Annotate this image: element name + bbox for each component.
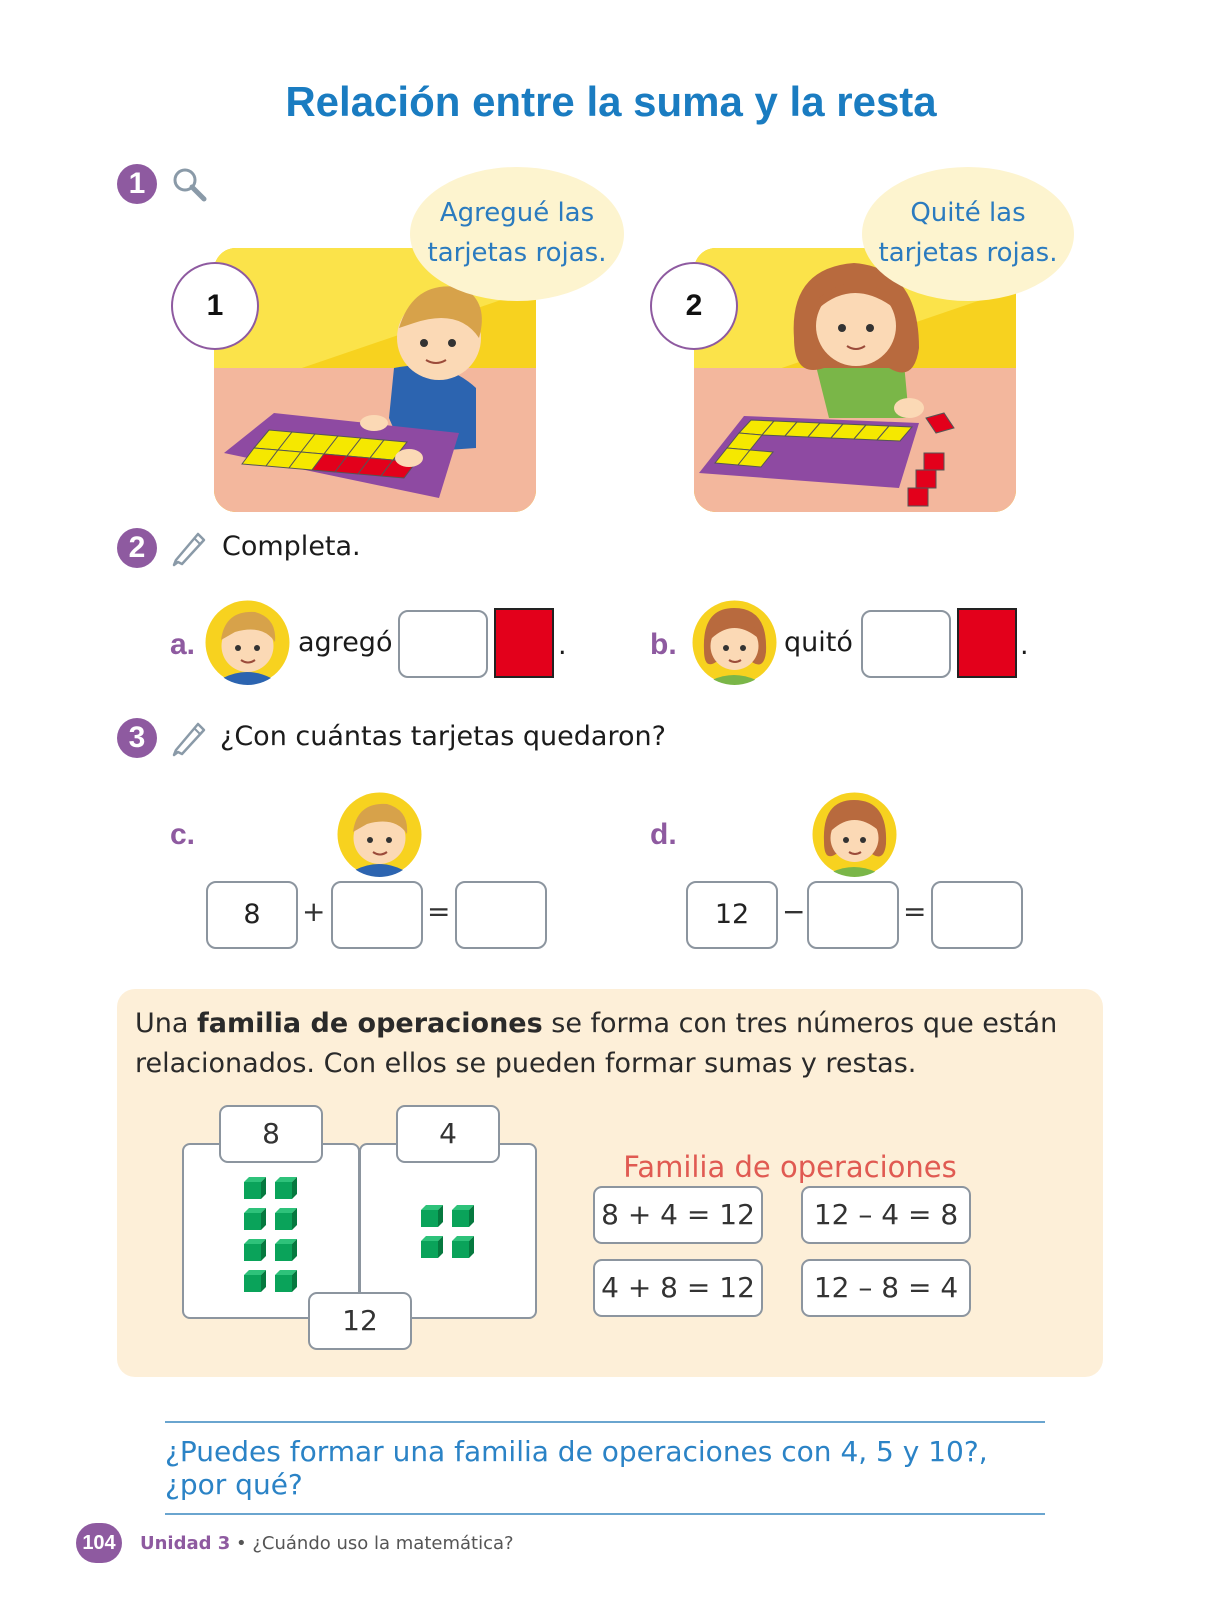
boy-face-avatar [205,600,290,685]
speech-bubble-girl [862,167,1074,301]
number-tab-right: 4 [396,1105,500,1163]
cube-icon [275,1208,297,1230]
reflection-question: ¿Puedes formar una familia de operaciones con 4, 5 y 10?, ¿por qué? [165,1421,1045,1515]
footer-unit: Unidad 3 [140,1533,231,1554]
info-text-after: se forma con tres números que están relacionados. Con ellos se pueden formar sumas y restas. [135,1008,1058,1079]
page-title: Relación entre la suma y la resta [285,78,937,125]
answer-box-d-second[interactable] [807,881,899,949]
red-card-icon [494,608,554,678]
cube-icon [244,1270,266,1292]
footer-subtitle: ¿Cuándo uso la matemática? [252,1533,514,1554]
minus-operator: − [782,895,806,928]
number-tab-left: 8 [219,1105,323,1163]
speech-line-2: tarjetas rojas. [427,238,607,268]
item-d-letter: d. [650,818,677,851]
girl-face-avatar [812,792,897,877]
red-card-icon [957,608,1017,678]
answer-box-c-second[interactable] [331,881,423,949]
equals-operator: = [427,895,451,928]
section-3-question: ¿Con cuántas tarjetas quedaron? [220,721,666,752]
cube-icon [452,1236,474,1258]
plus-operator: + [302,895,326,928]
item-b-verb: quitó [784,627,853,658]
info-definition [135,1004,1085,1084]
item-b-letter: b. [650,628,677,661]
answer-box-a[interactable] [398,610,488,678]
scene-1-number: 1 [171,262,259,350]
answer-box-b[interactable] [861,610,951,678]
family-title: Familia de operaciones [623,1150,957,1184]
cube-icon [244,1177,266,1199]
section-1-badge: 1 [117,164,157,204]
answer-box-c-result[interactable] [455,881,547,949]
speech-line-1: Quité las [910,198,1026,228]
speech-line-2: tarjetas rojas. [878,238,1058,268]
equation-box: 12 – 4 = 8 [801,1186,971,1244]
info-text-bold: familia de operaciones [197,1008,543,1039]
footer-separator: • [230,1533,253,1554]
cube-icon [275,1239,297,1261]
item-b-period: . [1020,630,1029,661]
answer-box-d-result[interactable] [931,881,1023,949]
scene-2-number: 2 [650,262,738,350]
cube-icon [275,1270,297,1292]
item-a-period: . [558,630,567,661]
magnifier-icon [170,165,210,205]
item-a-letter: a. [170,628,196,661]
equation-box: 8 + 4 = 12 [593,1186,763,1244]
page-number: 104 [76,1523,122,1563]
pencil-icon [170,528,210,568]
pencil-icon [170,718,210,758]
section-3-badge: 3 [117,718,157,758]
cube-icon [275,1177,297,1199]
footer-text [140,1533,514,1554]
cube-icon [421,1205,443,1227]
item-a-verb: agregó [298,627,393,658]
cube-icon [421,1236,443,1258]
cube-icon [244,1239,266,1261]
section-2-badge: 2 [117,528,157,568]
item-c-letter: c. [170,818,196,851]
instruction-text: Completa. [222,531,361,562]
equation-box: 12 – 8 = 4 [801,1259,971,1317]
speech-line-1: Agregué las [439,198,595,228]
boy-face-avatar [337,792,422,877]
speech-bubble-boy [410,167,624,301]
girl-face-avatar [692,600,777,685]
equation-box: 4 + 8 = 12 [593,1259,763,1317]
cube-icon [452,1205,474,1227]
number-box-c-first: 8 [206,881,298,949]
equals-operator: = [903,895,927,928]
number-tab-total: 12 [308,1292,412,1350]
info-text-before: Una [135,1008,198,1039]
cube-icon [244,1208,266,1230]
number-box-d-first: 12 [686,881,778,949]
